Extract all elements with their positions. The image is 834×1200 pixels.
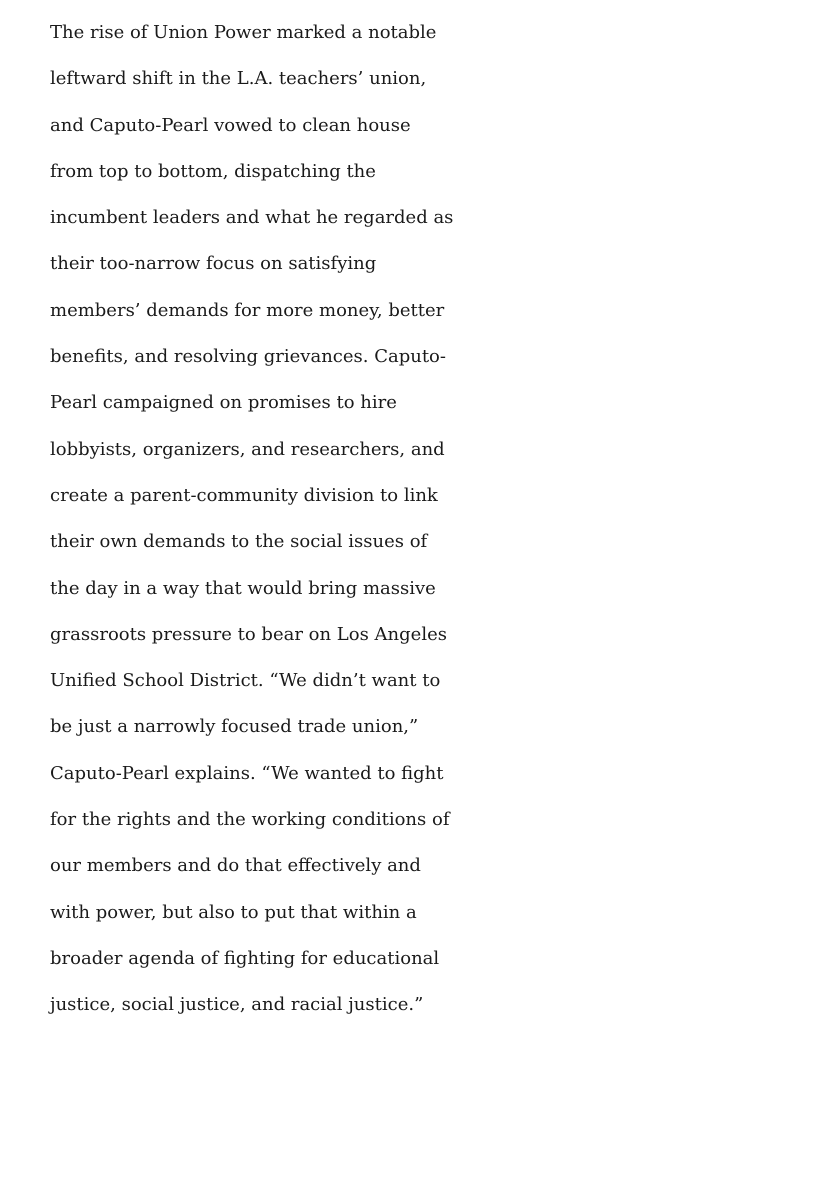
text-line: Pearl campaigned on promises to hire	[50, 392, 397, 414]
text-line: The rise of Union Power marked a notable	[50, 22, 437, 43]
article-paragraph	[50, 10, 830, 1029]
text-line: incumbent leaders and what he regarded as	[50, 207, 454, 229]
text-line: our members and do that effectively and	[50, 855, 421, 877]
text-line: for the rights and the working conditions of	[50, 809, 450, 831]
text-line: be just a narrowly focused trade union,”	[50, 716, 419, 738]
text-line: their own demands to the social issues of	[50, 531, 428, 553]
text-line: Caputo-Pearl explains. “We wanted to fight	[50, 762, 444, 784]
text-line: from top to bottom, dispatching the	[50, 160, 376, 182]
text-line: their too-narrow focus on satisfying	[50, 253, 377, 275]
text-line: and Caputo-Pearl vowed to clean house	[50, 114, 411, 136]
text-line: with power, but also to put that within a	[50, 901, 417, 923]
text-line: lobbyists, organizers, and researchers, and	[50, 438, 445, 460]
text-line: the day in a way that would bring massive	[50, 577, 436, 599]
text-line: broader agenda of fighting for educational	[50, 947, 440, 969]
text-line: create a parent-community division to link	[50, 484, 438, 506]
text-line: leftward shift in the L.A. teachers’ union,	[50, 68, 427, 90]
text-line: grassroots pressure to bear on Los Angeles	[50, 623, 447, 645]
text-line: members’ demands for more money, better	[50, 299, 445, 321]
text-line: Unified School District. “We didn’t want to	[50, 670, 441, 692]
text-line: justice, social justice, and racial justice.”	[50, 994, 424, 1016]
text-line: benefits, and resolving grievances. Caputo-	[50, 346, 446, 368]
